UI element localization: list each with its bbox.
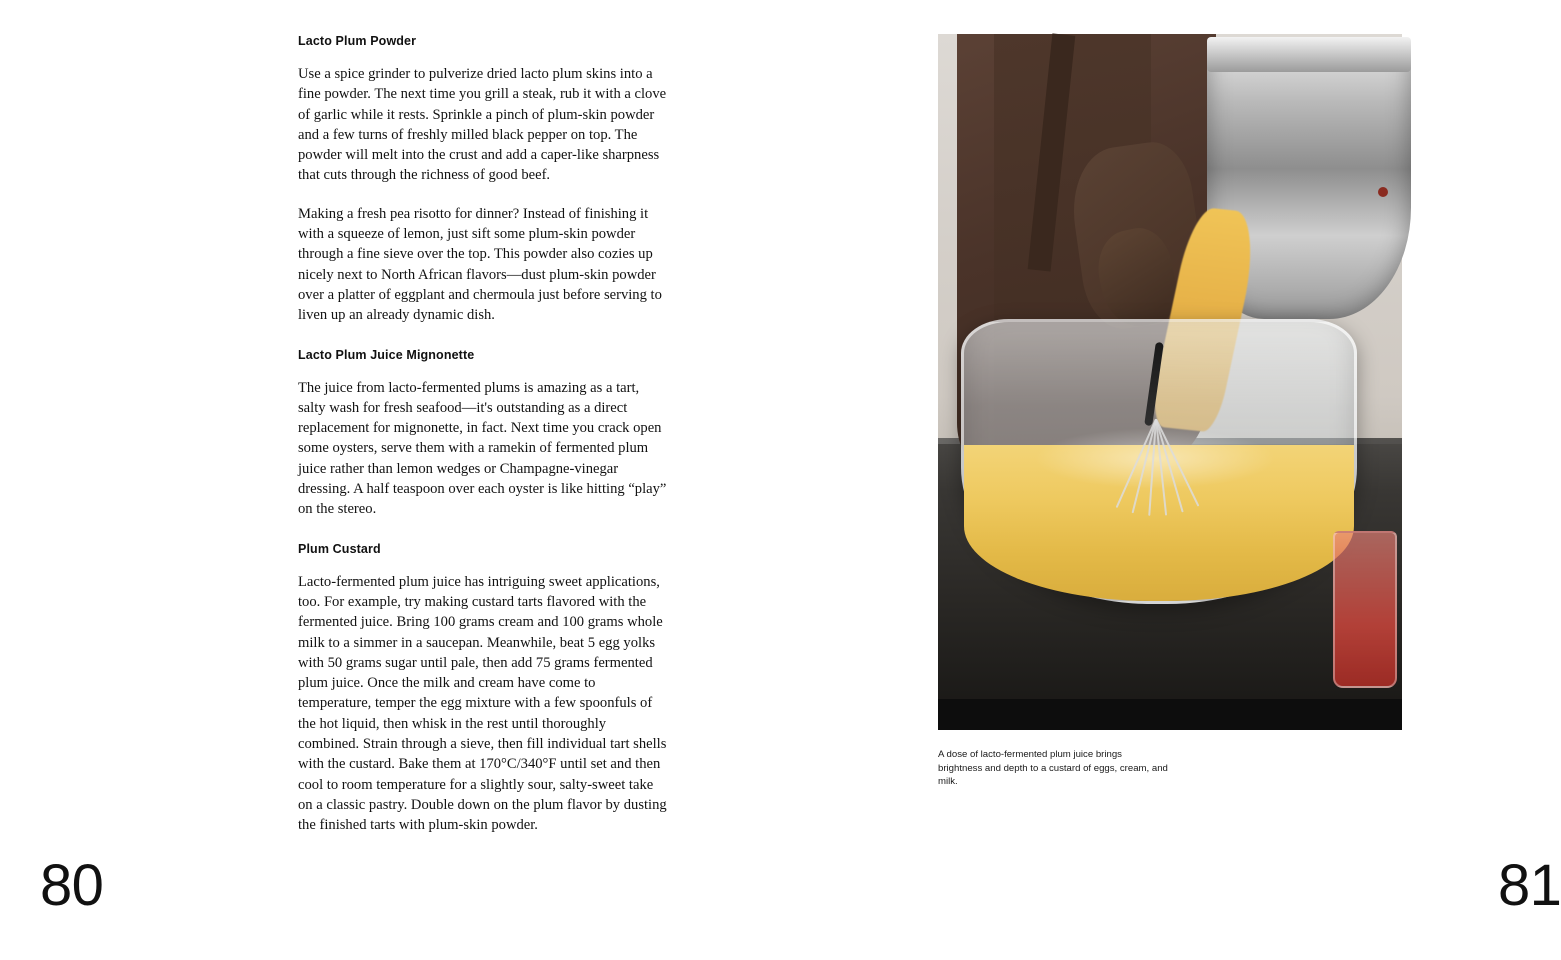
photo-whisk-handle [1145, 341, 1165, 425]
paragraph: Lacto-fermented plum juice has intriguing sweet applications, too. For example, try making custard tarts flavored with the fermented juice. Bring 100 grams cream and 100 grams whole milk to a simmer in a saucepan. Meanwhile, beat 5 egg yolks with 50 grams sugar until pale, then add 75 grams fermented plum juice. Once the milk and cream have come to temperature, temper the egg mixture with a few spoonfuls of the hot liquid, then whisk in the rest until thoroughly combined. Strain through a sieve, then fill individual tart shells with the custard. Bake them at 170°C/340°F until set and then cool to room temperature for a slightly sour, salty-sweet take on a classic pastry. Double down on the plum flavor by dusting the finished tarts with plum-skin powder. [298, 573, 667, 834]
section-heading-lacto-plum-juice-mignonette: Lacto Plum Juice Mignonette [298, 347, 475, 362]
page-number-left: 80 [40, 853, 104, 918]
left-page [0, 0, 720, 960]
photo-caption: A dose of lacto-fermented plum juice brings brightness and depth to a custard of eggs, cream, and milk. [938, 749, 1168, 787]
body-text-column [298, 34, 668, 836]
photo-whisk [1097, 384, 1214, 545]
section-heading-plum-custard: Plum Custard [298, 541, 381, 556]
photo-pot-rim [1207, 37, 1411, 72]
right-page [720, 0, 1561, 960]
photo-custard-pour [938, 34, 1402, 730]
photo-deli-container-plum-juice [1333, 531, 1397, 688]
page-number-right: 81 [1498, 853, 1561, 918]
section-heading-lacto-plum-powder: Lacto Plum Powder [298, 34, 417, 48]
photo-bottom-edge [938, 699, 1402, 730]
photo-glass-bowl [961, 319, 1357, 603]
paragraph: Use a spice grinder to pulverize dried lacto plum skins into a fine powder. The next time you grill a steak, rub it with a clove of garlic while it rests. Sprinkle a pinch of plum-skin powder and a few turns of freshly milled black pepper on top. The powder will melt into the crust and add a caper-like sharpness that cuts through the richness of good beef. [298, 66, 667, 184]
paragraph: The juice from lacto-fermented plums is amazing as a tart, salty wash for fresh seafood—it's outstanding as a direct replacement for mignonette, in fact. Next time you crack open some oysters, serve them with a ramekin of fermented plum juice rather than lemon wedges or Champagne-vinegar dressing. A half teaspoon over each oyster is like hitting “play” on the stereo. [298, 379, 667, 518]
paragraph: Making a fresh pea risotto for dinner? Instead of finishing it with a squeeze of lemon, just sift some plum-skin powder through a fine sieve over the top. This powder also cozies up nicely next to North African flavors—dust plum-skin powder over a platter of eggplant and chermoula just before serving to liven up an already dynamic dish. [298, 205, 662, 324]
